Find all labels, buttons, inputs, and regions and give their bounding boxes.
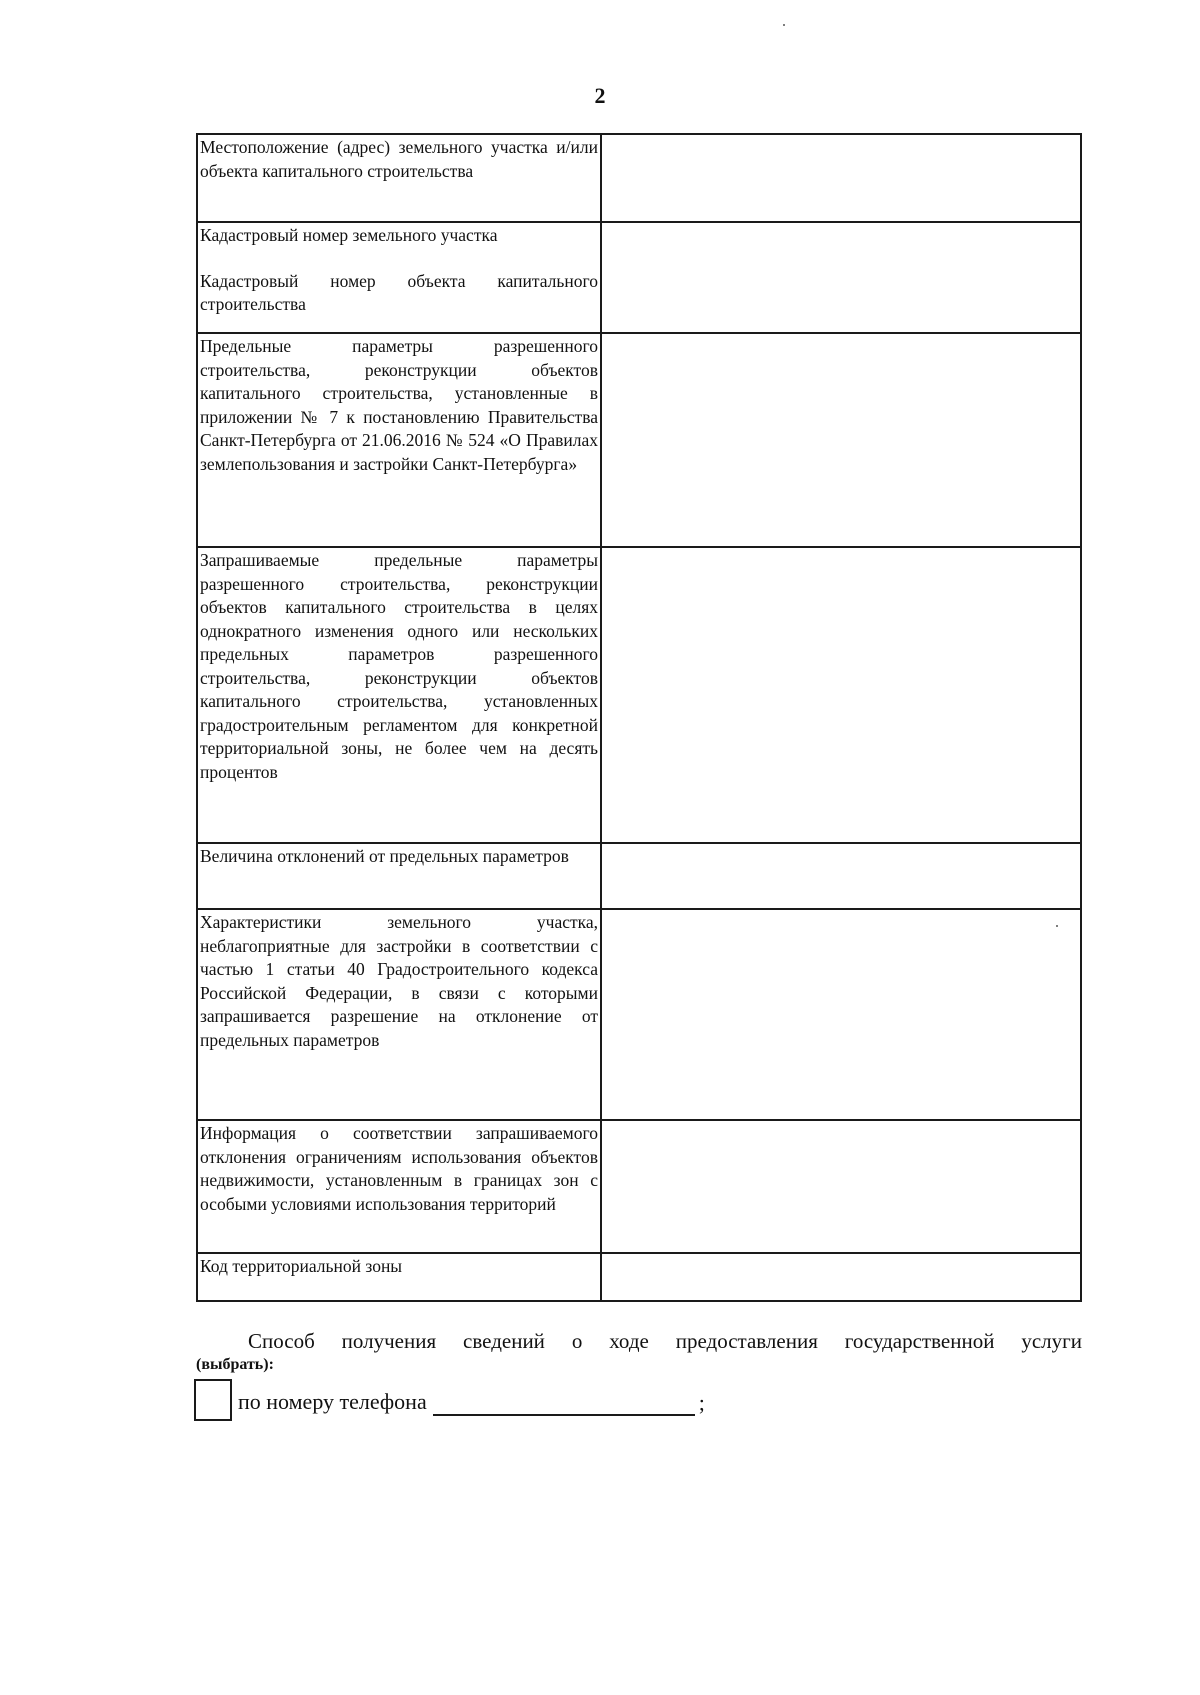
location-label: Местоположение (адрес) земельного участка и/или объекта капитального строительства <box>200 137 598 181</box>
zone-code-label: Код территориальной зоны <box>200 1256 403 1276</box>
phone-option-row <box>194 1377 705 1423</box>
deviation-label: Величина отклонений от предельных параметров <box>200 846 569 866</box>
zone-restrictions-label: Информация о соответствии запрашиваемого отклонения ограничениям использования объектов недвижимости, установленным в границах зон с особыми условиями использования территорий <box>200 1123 598 1214</box>
limit-parameters-label-cell <box>197 333 601 547</box>
phone-number-field[interactable] <box>433 1390 695 1416</box>
characteristics-label-cell <box>197 909 601 1120</box>
receipt-method-intro: Способ получения сведений о ходе предоставления государственной услуги <box>248 1329 1082 1353</box>
phone-option-terminator: ; <box>698 1390 705 1415</box>
table-row-zone-restrictions <box>197 1120 1081 1253</box>
table-row-deviation <box>197 843 1081 909</box>
limit-parameters-label: Предельные параметры разрешенного строительства, реконструкции объектов капитального строительства, установленные в приложении № 7 к постановлению Правительства Санкт-Петербурга от 21.06.2016 № 524 «О Правилах землепользования и застройки Санкт-Петербурга» <box>200 336 598 474</box>
scan-speck <box>783 24 785 26</box>
table-row-characteristics <box>197 909 1081 1120</box>
requested-parameters-label-cell <box>197 547 601 843</box>
location-label-cell <box>197 134 601 222</box>
scan-speck <box>1056 925 1058 927</box>
table-row-location <box>197 134 1081 222</box>
zone-restrictions-label-cell <box>197 1120 601 1253</box>
deviation-label-cell <box>197 843 601 909</box>
deviation-value-field[interactable] <box>601 843 1081 909</box>
table-row-limit-parameters <box>197 333 1081 547</box>
table-row-zone-code <box>197 1253 1081 1301</box>
table-row-requested-parameters <box>197 547 1081 843</box>
zone-restrictions-value-field[interactable] <box>601 1120 1081 1253</box>
page-number: 2 <box>594 83 606 108</box>
receipt-method-note: (выбрать): <box>196 1356 274 1373</box>
cadastral-building-label: Кадастровый номер объекта капитального строительства <box>200 270 598 314</box>
limit-parameters-value-field[interactable] <box>601 333 1081 547</box>
application-form-table <box>196 133 1082 1302</box>
table-row-cadastral <box>197 222 1081 333</box>
location-value-field[interactable] <box>601 134 1081 222</box>
zone-code-value-field[interactable] <box>601 1253 1081 1301</box>
zone-code-label-cell <box>197 1253 601 1301</box>
phone-option-checkbox[interactable] <box>194 1379 232 1421</box>
requested-parameters-value-field[interactable] <box>601 547 1081 843</box>
phone-option-label: по номеру телефона <box>238 1389 427 1414</box>
cadastral-land-label: Кадастровый номер земельного участка <box>200 225 498 245</box>
receipt-method-section <box>196 1327 1082 1375</box>
requested-parameters-label: Запрашиваемые предельные параметры разрешенного строительства, реконструкции объектов капитального строительства в целях однократного изменения одного или нескольких предельных параметров разрешенного строительства, реконструкции объектов капитального строительства, установленных градостроительным регламентом для конкретной территориальной зоны, не более чем на десять процентов <box>200 550 598 782</box>
characteristics-label: Характеристики земельного участка, неблагоприятные для застройки в соответствии с частью 1 статьи 40 Градостроительного кодекса Российской Федерации, в связи с которыми запрашивается разрешение на отклонение от предельных параметров <box>200 912 598 1050</box>
cadastral-label-cell <box>197 222 601 333</box>
cadastral-value-field[interactable] <box>601 222 1081 333</box>
characteristics-value-field[interactable] <box>601 909 1081 1120</box>
